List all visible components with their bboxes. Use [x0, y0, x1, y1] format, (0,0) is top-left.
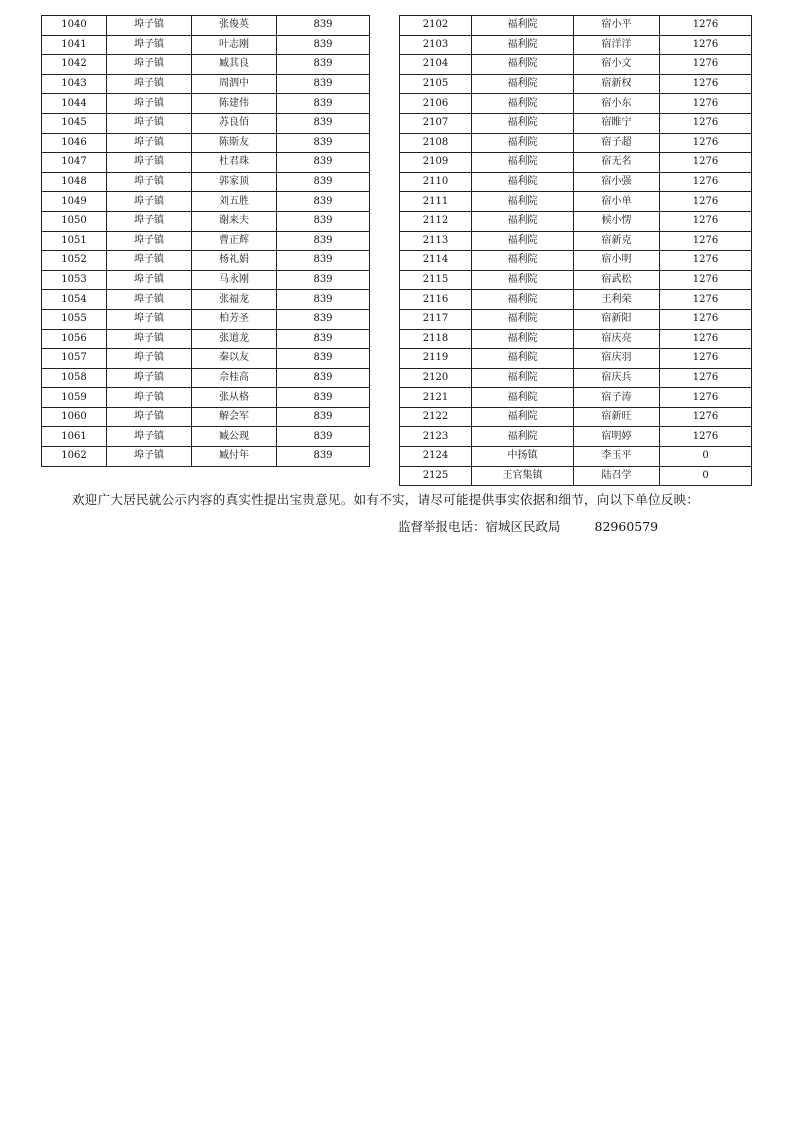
id-cell: 2106	[400, 94, 472, 114]
amount-cell: 1276	[660, 94, 752, 114]
town-cell: 埠子镇	[107, 113, 192, 133]
name-cell: 宿小单	[574, 192, 660, 212]
table-row	[42, 290, 370, 310]
amount-cell: 0	[660, 447, 752, 467]
id-cell: 1049	[42, 192, 107, 212]
name-cell: 陆召学	[574, 466, 660, 486]
id-cell: 2108	[400, 133, 472, 153]
table-row	[400, 74, 752, 94]
table-row	[42, 16, 370, 36]
name-cell: 柏芳圣	[192, 309, 277, 329]
table-row	[400, 172, 752, 192]
table-row	[42, 94, 370, 114]
amount-cell: 1276	[660, 192, 752, 212]
town-cell: 福利院	[472, 251, 574, 271]
amount-cell: 839	[277, 349, 370, 369]
name-cell: 宿小明	[574, 251, 660, 271]
table-row	[42, 133, 370, 153]
name-cell: 宿新旺	[574, 407, 660, 427]
id-cell: 2117	[400, 309, 472, 329]
id-cell: 2122	[400, 407, 472, 427]
town-cell: 埠子镇	[107, 55, 192, 75]
table-row	[400, 309, 752, 329]
table-row	[400, 290, 752, 310]
name-cell: 臧其良	[192, 55, 277, 75]
table-row	[400, 35, 752, 55]
name-cell: 宿武松	[574, 270, 660, 290]
table-row	[400, 94, 752, 114]
table-row	[400, 231, 752, 251]
amount-cell: 1276	[660, 231, 752, 251]
table-row	[400, 427, 752, 447]
town-cell: 埠子镇	[107, 172, 192, 192]
table-row	[42, 192, 370, 212]
name-cell: 张从格	[192, 388, 277, 408]
amount-cell: 839	[277, 290, 370, 310]
id-cell: 1060	[42, 407, 107, 427]
table-row	[400, 447, 752, 467]
town-cell: 埠子镇	[107, 368, 192, 388]
table-row	[400, 251, 752, 271]
name-cell: 杨礼娟	[192, 251, 277, 271]
town-cell: 福利院	[472, 153, 574, 173]
name-cell: 刘五胜	[192, 192, 277, 212]
name-cell: 宿子超	[574, 133, 660, 153]
town-cell: 埠子镇	[107, 153, 192, 173]
town-cell: 福利院	[472, 35, 574, 55]
town-cell: 福利院	[472, 55, 574, 75]
amount-cell: 839	[277, 388, 370, 408]
amount-cell: 839	[277, 133, 370, 153]
id-cell: 1043	[42, 74, 107, 94]
town-cell: 福利院	[472, 113, 574, 133]
id-cell: 1055	[42, 309, 107, 329]
id-cell: 1053	[42, 270, 107, 290]
amount-cell: 1276	[660, 55, 752, 75]
table-row	[400, 55, 752, 75]
id-cell: 1044	[42, 94, 107, 114]
amount-cell: 839	[277, 94, 370, 114]
town-cell: 福利院	[472, 368, 574, 388]
amount-cell: 839	[277, 16, 370, 36]
amount-cell: 1276	[660, 251, 752, 271]
id-cell: 2110	[400, 172, 472, 192]
amount-cell: 1276	[660, 388, 752, 408]
name-cell: 李玉平	[574, 447, 660, 467]
town-cell: 中扬镇	[472, 447, 574, 467]
name-cell: 宿子涛	[574, 388, 660, 408]
name-cell: 周泗中	[192, 74, 277, 94]
id-cell: 1061	[42, 427, 107, 447]
town-cell: 福利院	[472, 172, 574, 192]
amount-cell: 839	[277, 251, 370, 271]
town-cell: 福利院	[472, 94, 574, 114]
id-cell: 2120	[400, 368, 472, 388]
amount-cell: 1276	[660, 368, 752, 388]
name-cell: 宿新权	[574, 74, 660, 94]
amount-cell: 839	[277, 74, 370, 94]
table-row	[400, 211, 752, 231]
table-row	[400, 16, 752, 36]
name-cell: 王利荣	[574, 290, 660, 310]
table-row	[42, 407, 370, 427]
table-row	[42, 55, 370, 75]
table-row	[42, 231, 370, 251]
name-cell: 宿无名	[574, 153, 660, 173]
id-cell: 2116	[400, 290, 472, 310]
id-cell: 2115	[400, 270, 472, 290]
name-cell: 陈斯友	[192, 133, 277, 153]
town-cell: 福利院	[472, 74, 574, 94]
name-cell: 谢来夫	[192, 211, 277, 231]
table-row	[42, 427, 370, 447]
town-cell: 埠子镇	[107, 388, 192, 408]
left-roster-table	[41, 15, 370, 467]
id-cell: 2109	[400, 153, 472, 173]
amount-cell: 1276	[660, 172, 752, 192]
id-cell: 1052	[42, 251, 107, 271]
amount-cell: 1276	[660, 153, 752, 173]
town-cell: 埠子镇	[107, 35, 192, 55]
id-cell: 1045	[42, 113, 107, 133]
amount-cell: 839	[277, 329, 370, 349]
name-cell: 宿庆亮	[574, 329, 660, 349]
id-cell: 2123	[400, 427, 472, 447]
contact-line	[398, 517, 658, 535]
name-cell: 宿小文	[574, 55, 660, 75]
table-row	[400, 388, 752, 408]
id-cell: 2105	[400, 74, 472, 94]
amount-cell: 0	[660, 466, 752, 486]
amount-cell: 839	[277, 368, 370, 388]
table-row	[400, 133, 752, 153]
town-cell: 埠子镇	[107, 211, 192, 231]
amount-cell: 839	[277, 231, 370, 251]
name-cell: 候小愣	[574, 211, 660, 231]
table-row	[400, 192, 752, 212]
id-cell: 1040	[42, 16, 107, 36]
table-row	[400, 466, 752, 486]
id-cell: 1054	[42, 290, 107, 310]
table-row	[42, 329, 370, 349]
name-cell: 张俊英	[192, 16, 277, 36]
town-cell: 埠子镇	[107, 16, 192, 36]
amount-cell: 1276	[660, 290, 752, 310]
amount-cell: 839	[277, 172, 370, 192]
amount-cell: 1276	[660, 427, 752, 447]
id-cell: 1047	[42, 153, 107, 173]
town-cell: 王官集镇	[472, 466, 574, 486]
town-cell: 埠子镇	[107, 309, 192, 329]
table-row	[400, 349, 752, 369]
amount-cell: 839	[277, 113, 370, 133]
name-cell: 曹正辉	[192, 231, 277, 251]
table-row	[42, 153, 370, 173]
id-cell: 2103	[400, 35, 472, 55]
town-cell: 福利院	[472, 309, 574, 329]
town-cell: 福利院	[472, 231, 574, 251]
name-cell: 宿小平	[574, 16, 660, 36]
table-row	[42, 349, 370, 369]
id-cell: 1041	[42, 35, 107, 55]
id-cell: 2111	[400, 192, 472, 212]
name-cell: 苏良佰	[192, 113, 277, 133]
town-cell: 埠子镇	[107, 192, 192, 212]
id-cell: 2118	[400, 329, 472, 349]
contact-phone-number: 82960579	[594, 519, 659, 534]
amount-cell: 839	[277, 427, 370, 447]
amount-cell: 839	[277, 407, 370, 427]
id-cell: 2102	[400, 16, 472, 36]
name-cell: 宿小东	[574, 94, 660, 114]
id-cell: 1051	[42, 231, 107, 251]
amount-cell: 1276	[660, 35, 752, 55]
name-cell: 宿睢宁	[574, 113, 660, 133]
name-cell: 宿小强	[574, 172, 660, 192]
amount-cell: 1276	[660, 133, 752, 153]
amount-cell: 839	[277, 192, 370, 212]
name-cell: 张道龙	[192, 329, 277, 349]
town-cell: 埠子镇	[107, 407, 192, 427]
id-cell: 2124	[400, 447, 472, 467]
town-cell: 埠子镇	[107, 349, 192, 369]
amount-cell: 1276	[660, 16, 752, 36]
name-cell: 宿洋洋	[574, 35, 660, 55]
town-cell: 福利院	[472, 349, 574, 369]
town-cell: 福利院	[472, 407, 574, 427]
town-cell: 埠子镇	[107, 427, 192, 447]
table-row	[42, 35, 370, 55]
id-cell: 2107	[400, 113, 472, 133]
table-row	[42, 447, 370, 467]
amount-cell: 839	[277, 447, 370, 467]
town-cell: 埠子镇	[107, 231, 192, 251]
table-row	[42, 211, 370, 231]
town-cell: 福利院	[472, 16, 574, 36]
table-row	[400, 153, 752, 173]
town-cell: 埠子镇	[107, 270, 192, 290]
table-row	[42, 388, 370, 408]
amount-cell: 839	[277, 35, 370, 55]
table-row	[42, 251, 370, 271]
name-cell: 臧公现	[192, 427, 277, 447]
town-cell: 埠子镇	[107, 94, 192, 114]
table-row	[400, 407, 752, 427]
id-cell: 1050	[42, 211, 107, 231]
id-cell: 2119	[400, 349, 472, 369]
table-row	[400, 368, 752, 388]
amount-cell: 1276	[660, 329, 752, 349]
town-cell: 福利院	[472, 270, 574, 290]
town-cell: 福利院	[472, 211, 574, 231]
town-cell: 埠子镇	[107, 447, 192, 467]
table-row	[400, 329, 752, 349]
table-row	[42, 309, 370, 329]
name-cell: 秦以友	[192, 349, 277, 369]
table-row	[400, 270, 752, 290]
name-cell: 张福龙	[192, 290, 277, 310]
name-cell: 臧付年	[192, 447, 277, 467]
town-cell: 福利院	[472, 427, 574, 447]
amount-cell: 839	[277, 211, 370, 231]
table-row	[42, 74, 370, 94]
amount-cell: 839	[277, 309, 370, 329]
town-cell: 埠子镇	[107, 329, 192, 349]
contact-label: 监督举报电话：宿城区民政局	[398, 519, 561, 534]
town-cell: 福利院	[472, 133, 574, 153]
right-roster-table	[399, 15, 752, 486]
public-notice-text: 欢迎广大居民就公示内容的真实性提出宝贵意见。如有不实，请尽可能提供事实依据和细节，向以下单位反映：	[72, 492, 700, 507]
amount-cell: 839	[277, 153, 370, 173]
amount-cell: 839	[277, 55, 370, 75]
name-cell: 宿新克	[574, 231, 660, 251]
id-cell: 2113	[400, 231, 472, 251]
table-row	[42, 270, 370, 290]
id-cell: 1057	[42, 349, 107, 369]
id-cell: 1042	[42, 55, 107, 75]
amount-cell: 1276	[660, 113, 752, 133]
id-cell: 2104	[400, 55, 472, 75]
id-cell: 1058	[42, 368, 107, 388]
name-cell: 佘桂高	[192, 368, 277, 388]
table-row	[400, 113, 752, 133]
amount-cell: 839	[277, 270, 370, 290]
amount-cell: 1276	[660, 309, 752, 329]
id-cell: 1062	[42, 447, 107, 467]
town-cell: 埠子镇	[107, 74, 192, 94]
town-cell: 福利院	[472, 192, 574, 212]
id-cell: 1059	[42, 388, 107, 408]
id-cell: 1046	[42, 133, 107, 153]
id-cell: 1048	[42, 172, 107, 192]
town-cell: 福利院	[472, 388, 574, 408]
town-cell: 埠子镇	[107, 251, 192, 271]
name-cell: 宿庆羽	[574, 349, 660, 369]
name-cell: 马永刚	[192, 270, 277, 290]
name-cell: 解会军	[192, 407, 277, 427]
town-cell: 埠子镇	[107, 290, 192, 310]
name-cell: 叶志刚	[192, 35, 277, 55]
amount-cell: 1276	[660, 270, 752, 290]
name-cell: 宿庆兵	[574, 368, 660, 388]
name-cell: 陈建伟	[192, 94, 277, 114]
town-cell: 福利院	[472, 329, 574, 349]
name-cell: 宿明婷	[574, 427, 660, 447]
id-cell: 2125	[400, 466, 472, 486]
id-cell: 2114	[400, 251, 472, 271]
name-cell: 宿新阳	[574, 309, 660, 329]
town-cell: 福利院	[472, 290, 574, 310]
id-cell: 2121	[400, 388, 472, 408]
amount-cell: 1276	[660, 211, 752, 231]
name-cell: 杜君珠	[192, 153, 277, 173]
amount-cell: 1276	[660, 407, 752, 427]
right-roster-body	[400, 16, 752, 486]
amount-cell: 1276	[660, 349, 752, 369]
name-cell: 郭家顶	[192, 172, 277, 192]
table-row	[42, 172, 370, 192]
table-row	[42, 368, 370, 388]
amount-cell: 1276	[660, 74, 752, 94]
town-cell: 埠子镇	[107, 133, 192, 153]
left-roster-body	[42, 16, 370, 467]
table-row	[42, 113, 370, 133]
id-cell: 1056	[42, 329, 107, 349]
id-cell: 2112	[400, 211, 472, 231]
